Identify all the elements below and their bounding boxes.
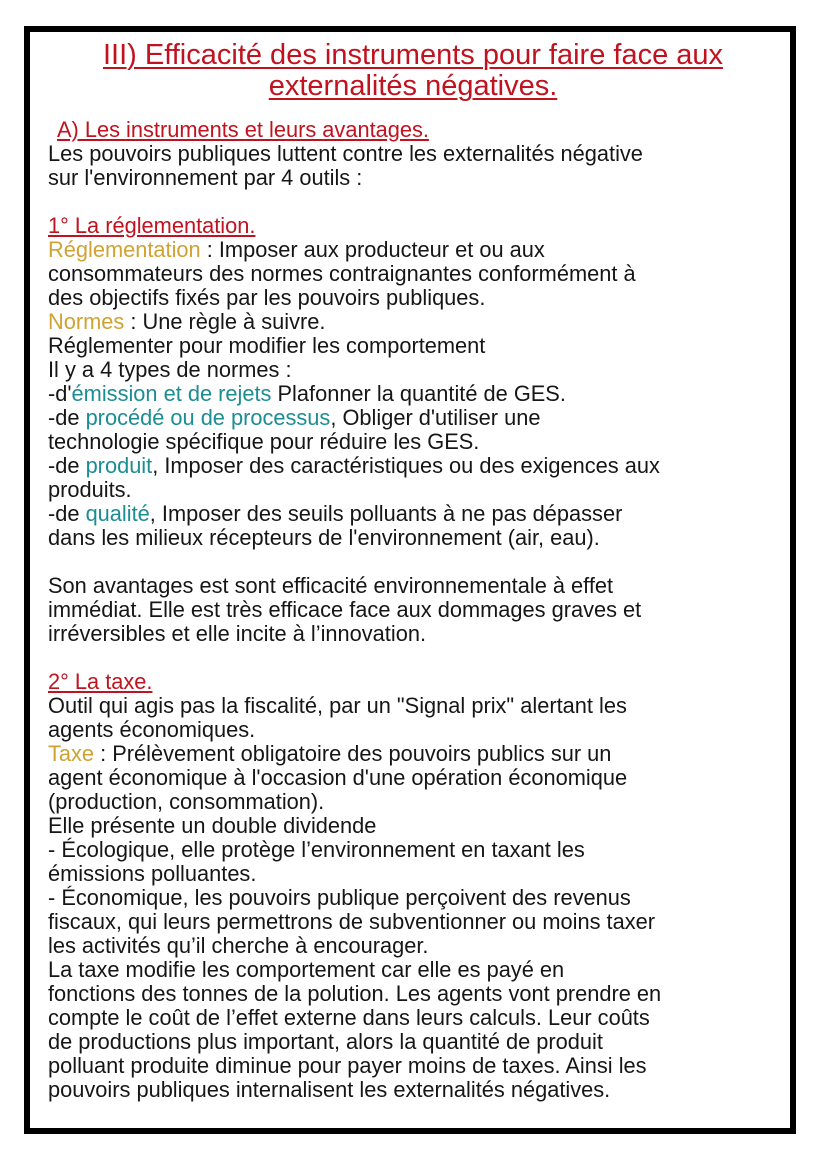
term-taxe: Taxe [48,741,95,766]
text-line: dans les milieux récepteurs de l'environnement (air, eau). [48,525,600,550]
text-line: Taxe : Prélèvement obligatoire des pouvoirs publics sur un [48,741,612,766]
term-procede: procédé ou de processus [85,405,331,430]
text-line: pouvoirs publiques internalisent les externalités négatives. [48,1077,611,1102]
text-line: -d'émission et de rejets Plafonner la quantité de GES. [48,381,566,406]
text-line: sur l'environnement par 4 outils : [48,165,363,190]
term-qualite: qualité [85,501,150,526]
text-line: agent économique à l'occasion d'une opération économique [48,765,628,790]
text-line: Les pouvoirs publiques luttent contre les externalités négative [48,141,643,166]
text-line: compte le coût de l’effet externe dans leurs calculs. Leur coûts [48,1005,650,1030]
section-1-heading: 1° La réglementation. [48,213,256,238]
text-line: -de procédé ou de processus, Obliger d'utiliser une [48,405,541,430]
text-line: technologie spécifique pour réduire les GES. [48,429,480,454]
text-line: Normes : Une règle à suivre. [48,309,326,334]
text-line: consommateurs des normes contraignantes conformément à [48,261,636,286]
text-line: Son avantages est sont efficacité environnementale à effet [48,573,614,598]
text-line: La taxe modifie les comportement car elle es payé en [48,957,565,982]
term-emission: émission et de rejets [71,381,272,406]
text-line: polluant produite diminue pour payer moins de taxes. Ainsi les [48,1053,647,1078]
section-2-heading: 2° La taxe. [48,669,153,694]
text-line: - Écologique, elle protège l’environnement en taxant les [48,837,585,862]
text-line: - Économique, les pouvoirs publique perçoivent des revenus [48,885,631,910]
text-line: de productions plus important, alors la quantité de produit [48,1029,603,1054]
text-line: fiscaux, qui leurs permettrons de subventionner ou moins taxer [48,909,655,934]
text-line: agents économiques. [48,717,256,742]
term-produit: produit [85,453,153,478]
text-line: des objectifs fixés par les pouvoirs publiques. [48,285,486,310]
text-line: -de qualité, Imposer des seuils polluants à ne pas dépasser [48,501,623,526]
text-line: immédiat. Elle est très efficace face aux dommages graves et [48,597,642,622]
text-line: émissions polluantes. [48,861,257,886]
text-line: (production, consommation). [48,789,325,814]
text-line: fonctions des tonnes de la polution. Les agents vont prendre en [48,981,662,1006]
document-title: III) Efficacité des instruments pour faire face aux externalités négatives. [102,39,724,102]
text-line: Outil qui agis pas la fiscalité, par un "Signal prix" alertant les [48,693,627,718]
text-line: produits. [48,477,132,502]
text-line: irréversibles et elle incite à l’innovation. [48,621,426,646]
text-line: Réglementation : Imposer aux producteur et ou aux [48,237,545,262]
text-line: Il y a 4 types de normes : [48,357,292,382]
document-body [48,118,792,1102]
text-line: Elle présente un double dividende [48,813,377,838]
term-normes: Normes [48,309,125,334]
text-line: les activités qu’il cherche à encourager. [48,933,429,958]
term-reglementation: Réglementation [48,237,201,262]
section-a-heading: A) Les instruments et leurs avantages. [57,117,429,142]
text-line: Réglementer pour modifier les comportement [48,333,486,358]
text-line: -de produit, Imposer des caractéristiques ou des exigences aux [48,453,660,478]
